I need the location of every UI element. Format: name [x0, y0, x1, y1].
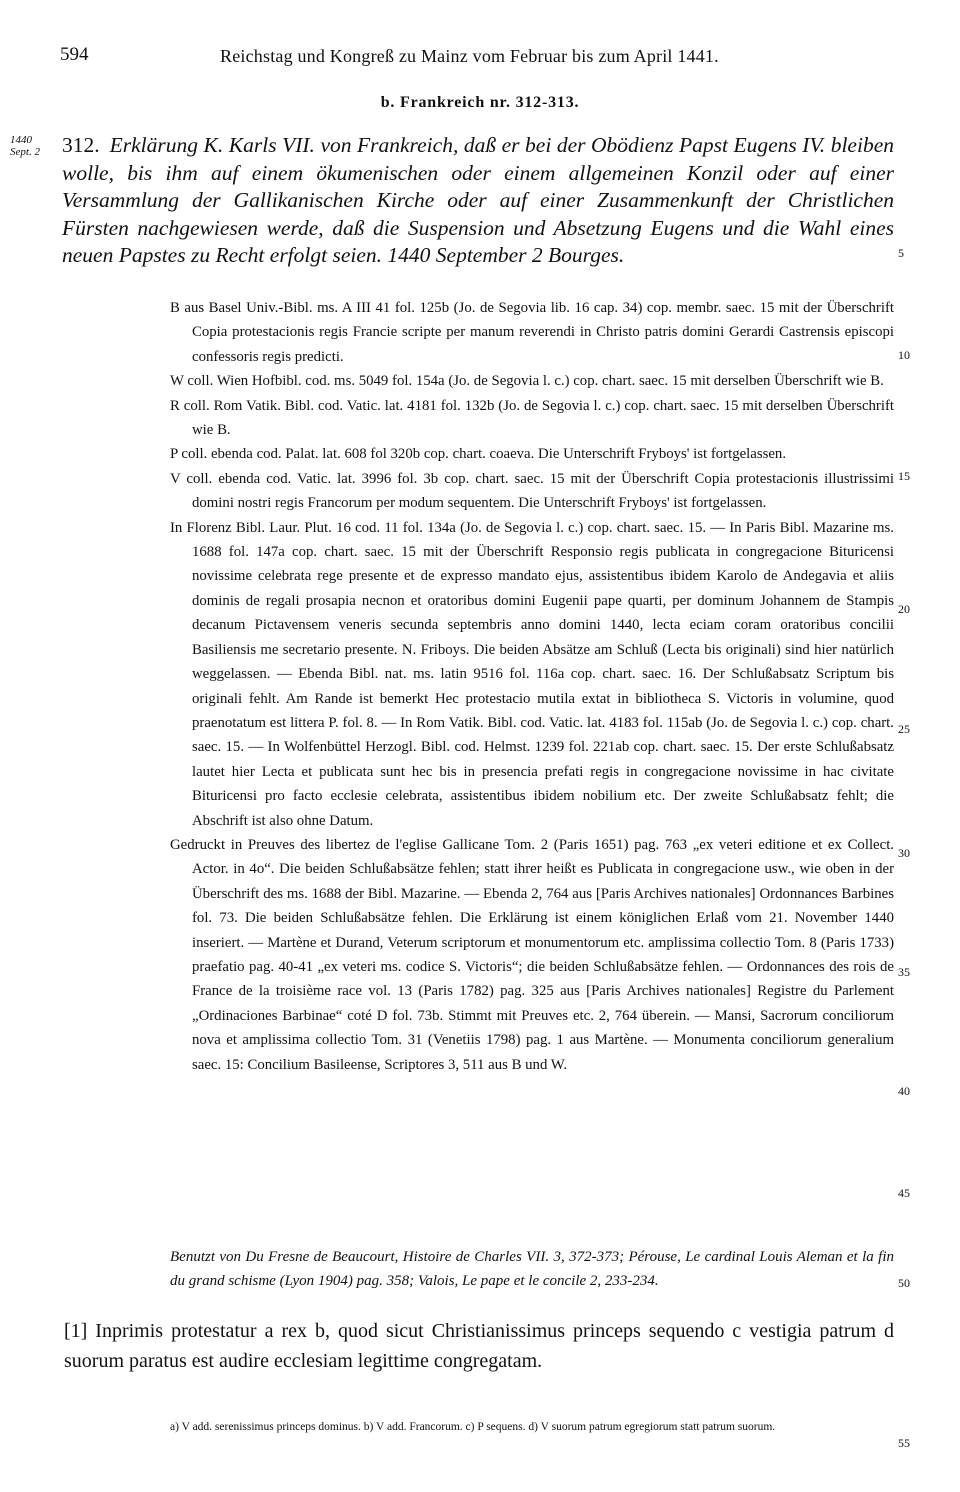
- line-number: 15: [898, 469, 910, 483]
- margin-date: 1440 Sept. 2: [10, 134, 40, 158]
- document-number: 312.: [62, 133, 100, 157]
- line-number: 25: [898, 722, 910, 736]
- line-number: 5: [898, 246, 904, 260]
- footnotes: a) V add. serenissimus princeps dominus. b) V add. Francorum. c) P sequens. d) V suorum patrum egregiorum statt patrum suorum.: [170, 1421, 776, 1433]
- main-text: [1] Inprimis protestatur a rex b, quod sicut Christianissimus princeps sequendo c vestigia patrum d suorum paratus est audire ecclesiam legittime congregatam.: [64, 1320, 894, 1372]
- running-title: Reichstag und Kongreß zu Mainz vom Februar bis zum April 1441.: [220, 46, 719, 66]
- line-number: 40: [898, 1084, 910, 1098]
- line-number: 45: [898, 1186, 910, 1200]
- section-title: b. Frankreich nr. 312-313.: [380, 94, 580, 111]
- document-heading: [62, 132, 894, 270]
- source-entry: R coll. Rom Vatik. Bibl. cod. Vatic. lat. 4181 fol. 132b (Jo. de Segovia l. c.) cop. chart. saec. 15 mit derselben Überschrift wie B.: [170, 397, 894, 439]
- source-entry: W coll. Wien Hofbibl. cod. ms. 5049 fol. 154a (Jo. de Segovia l. c.) cop. chart. saec. 15 mit derselben Überschrift wie B.: [170, 373, 884, 390]
- line-number: 30: [898, 846, 910, 860]
- line-number: 20: [898, 602, 910, 616]
- document-heading-text: Erklärung K. Karls VII. von Frankreich, daß er bei der Obödienz Papst Eugens IV. bleiben wolle, bis ihm auf einem ökumenischen oder einem allgemeinen Konzil oder auf einer Versammlung der Gallikanischen Kirche oder auf einer Zusammenkunft der Christlichen Fürsten nachgewiesen werde, daß die Suspension und Absetzung Eugens und die Wahl eines neuen Papstes zu Recht erfolgt seien. 1440 September 2 Bourges.: [62, 133, 894, 267]
- line-number: 35: [898, 965, 910, 979]
- source-entry: B aus Basel Univ.-Bibl. ms. A III 41 fol. 125b (Jo. de Segovia lib. 16 cap. 34) cop. membr. saec. 15 mit der Überschrift Copia protestacionis regis Francie scripte per manum reverendi in Christo patris domini Gerardi Castrensis episcopi confessoris regis predicti.: [170, 300, 894, 365]
- source-entry: V coll. ebenda cod. Vatic. lat. 3996 fol. 3b cop. chart. saec. 15 mit der Überschrift Copia protestacionis illustrissimi domini nostri regis Francorum per modum sequentem. Die Unterschrift Fryboys' ist fortgelassen.: [170, 470, 894, 512]
- source-apparatus: [170, 296, 894, 1077]
- literature-note: Benutzt von Du Fresne de Beaucourt, Histoire de Charles VII. 3, 372-373; Pérouse, Le cardinal Louis Aleman et la fin du grand schisme (Lyon 1904) pag. 358; Valois, Le pape et le concile 2, 233-234.: [170, 1249, 894, 1289]
- page-header: [60, 44, 900, 74]
- line-number: 55: [898, 1436, 910, 1450]
- source-entry: Gedruckt in Preuves des libertez de l'eglise Gallicane Tom. 2 (Paris 1651) pag. 763 „ex veteri editione et ex Collect. Actor. in 4o“. Die beiden Schlußabsätze fehlen; statt ihrer heißt es Publicata in congregacione usw., wie oben in der Überschrift des ms. 1688 der Bibl. Mazarine. — Ebenda 2, 764 aus [Paris Archives nationales] Ordonnances Barbines fol. 73. Die beiden Schlußabsätze fehlen. Die Erklärung ist einem königlichen Erlaß vom 21. November 1440 inseriert. — Martène et Durand, Veterum scriptorum et monumentorum etc. amplissima collectio Tom. 8 (Paris 1733) praefatio pag. 40-41 „ex veteri ms. codice S. Victoris“; die beiden Schlußabsätze fehlen. — Ordonnances des rois de France de la troisième race vol. 13 (Paris 1782) pag. 325 aus [Paris Archives nationales] Registre du Parlement „Ordinaciones Barbinae“ coté D fol. 73b. Stimmt mit Preuves etc. 2, 764 überein. — Mansi, Sacrorum conciliorum nova et amplissima collectio Tom. 31 (Venetiis 1798) pag. 1 aus Martène. — Monumenta conciliorum generalium saec. 15: Concilium Basileense, Scriptores 3, 511 aus B und W.: [170, 836, 894, 1073]
- page-number: 594: [60, 44, 89, 65]
- line-number: 10: [898, 348, 910, 362]
- source-entry: P coll. ebenda cod. Palat. lat. 608 fol 320b cop. chart. coaeva. Die Unterschrift Fryboys' ist fortgelassen.: [170, 446, 787, 463]
- source-entry: In Florenz Bibl. Laur. Plut. 16 cod. 11 fol. 134a (Jo. de Segovia l. c.) cop. chart. saec. 15. — In Paris Bibl. Mazarine ms. 1688 fol. 147a cop. chart. saec. 15 mit der Überschrift Responsio regis publicata in congregacione Bituricensi novissime celebrata rege presente et de expresso mandato ejus, assistentibus ibidem Karolo de Andegavia et aliis dominis de regali prosapia necnon et oratoribus domini Eugenii pape quarti, per dominum Johannem de Stampis decanum Pictavensem veneris secunda septembris anno domini 1440, lecta eciam coram oratoribus concilii Basiliensis me secretario presente. N. Friboys. Die beiden Absätze am Schluß (Lecta bis originali) sind hier natürlich weggelassen. — Ebenda Bibl. nat. ms. latin 9516 fol. 116a cop. chart. saec. 16. Der Schlußabsatz Scriptum bis originali fehlt. Am Rande ist bemerkt Hec protestacio mutila extat in bibliotheca S. Victoris in volumine, quod praenotatum est littera P. fol. 8. — In Rom Vatik. Bibl. cod. Vatic. lat. 4183 fol. 115ab (Jo. de Segovia l. c.) cop. chart. saec. 15. — In Wolfenbüttel Herzogl. Bibl. cod. Helmst. 1239 fol. 221ab cop. chart. saec. 15. Der erste Schlußabsatz lautet hier Lecta et publicata sunt hec bis in presencia prefati regis in congregacione novissime in hac civitate Bituricensi pro facto ecclesie celebrata, assistentibus ibidem nobilium etc. Der zweite Schlußabsatz fehlt; die Abschrift ist also ohne Datum.: [170, 519, 894, 829]
- line-number: 50: [898, 1276, 910, 1290]
